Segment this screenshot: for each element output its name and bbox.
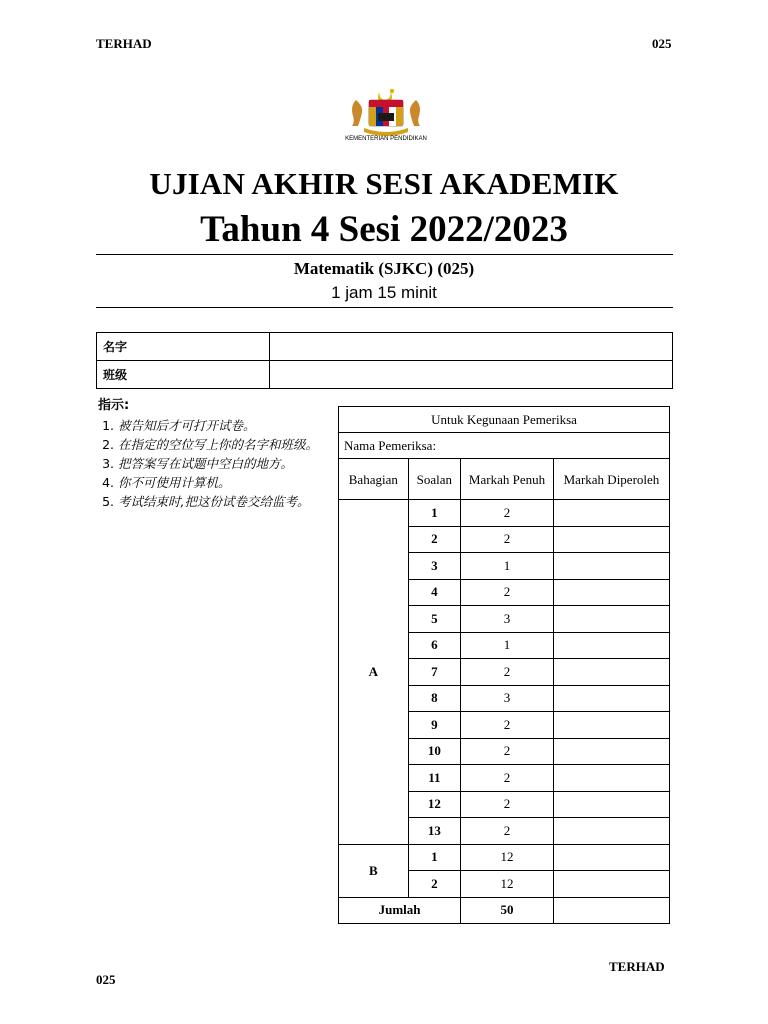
examiner-name-field[interactable]: Nama Pemeriksa: — [339, 433, 670, 459]
question-number: 2 — [408, 526, 460, 553]
question-number: 4 — [408, 579, 460, 606]
footer-restricted: TERHAD — [609, 959, 665, 974]
total-full-marks: 50 — [461, 897, 554, 924]
marks-obtained-cell[interactable] — [553, 526, 669, 553]
question-number: 1 — [408, 844, 460, 871]
ministry-crest-logo — [340, 86, 432, 148]
question-number: 3 — [408, 553, 460, 580]
header-paper-code: 025 — [652, 36, 672, 51]
question-number: 7 — [408, 659, 460, 686]
crest-caption: KEMENTERIAN PENDIDIKAN — [345, 136, 427, 142]
full-marks: 1 — [461, 553, 554, 580]
instructions-list — [98, 418, 330, 510]
question-number: 9 — [408, 712, 460, 739]
full-marks: 2 — [461, 738, 554, 765]
subject-title: Matematik (SJKC) (025) — [293, 259, 475, 278]
section-b-rows — [339, 844, 670, 897]
question-number: 2 — [408, 871, 460, 898]
marks-obtained-cell[interactable] — [553, 553, 669, 580]
class-label: 班级 — [97, 361, 270, 389]
marks-obtained-cell[interactable] — [553, 685, 669, 712]
col-header-question: Soalan — [408, 459, 460, 500]
full-marks: 2 — [461, 765, 554, 792]
name-field[interactable] — [270, 333, 673, 361]
total-row — [339, 897, 670, 924]
table-row — [339, 844, 670, 871]
total-label: Jumlah — [339, 897, 461, 924]
question-number: 6 — [408, 632, 460, 659]
question-number: 5 — [408, 606, 460, 633]
col-header-marks-obtained: Markah Diperoleh — [553, 459, 669, 500]
table-row — [339, 500, 670, 527]
marks-obtained-cell[interactable] — [553, 712, 669, 739]
full-marks: 12 — [461, 844, 554, 871]
full-marks: 1 — [461, 632, 554, 659]
footer-paper-code: 025 — [96, 972, 116, 987]
col-header-full-marks: Markah Penuh — [461, 459, 554, 500]
full-marks: 2 — [461, 579, 554, 606]
col-header-section: Bahagian — [339, 459, 409, 500]
full-marks: 2 — [461, 818, 554, 845]
examiner-score-table — [338, 406, 670, 924]
marks-obtained-cell[interactable] — [553, 632, 669, 659]
full-marks: 2 — [461, 712, 554, 739]
question-number: 13 — [408, 818, 460, 845]
divider-top — [96, 254, 673, 255]
instruction-item: 5. 考试结束时,把这份试卷交给监考。 — [118, 494, 330, 510]
full-marks: 3 — [461, 685, 554, 712]
section-a-rows — [339, 500, 670, 845]
instruction-item: 3. 把答案写在试题中空白的地方。 — [118, 456, 330, 472]
question-number: 8 — [408, 685, 460, 712]
full-marks: 2 — [461, 526, 554, 553]
section-label: B — [339, 844, 409, 897]
full-marks: 2 — [461, 659, 554, 686]
marks-obtained-cell[interactable] — [553, 579, 669, 606]
header-restricted: TERHAD — [96, 36, 152, 51]
column-headers — [339, 459, 670, 500]
full-marks: 2 — [461, 500, 554, 527]
total-marks-obtained[interactable] — [553, 897, 669, 924]
score-table-title: Untuk Kegunaan Pemeriksa — [339, 407, 670, 433]
instruction-item: 4. 你不可使用计算机。 — [118, 475, 330, 491]
class-field[interactable] — [270, 361, 673, 389]
name-row — [97, 333, 673, 361]
exam-session: Tahun 4 Sesi 2022/2023 — [200, 209, 568, 250]
full-marks: 3 — [461, 606, 554, 633]
section-label: A — [339, 500, 409, 845]
marks-obtained-cell[interactable] — [553, 791, 669, 818]
instructions-title: 指示: — [98, 398, 130, 413]
marks-obtained-cell[interactable] — [553, 738, 669, 765]
marks-obtained-cell[interactable] — [553, 844, 669, 871]
divider-bottom — [96, 307, 673, 308]
instruction-item: 2. 在指定的空位写上你的名字和班级。 — [118, 437, 330, 453]
question-number: 11 — [408, 765, 460, 792]
name-label: 名字 — [97, 333, 270, 361]
class-row — [97, 361, 673, 389]
marks-obtained-cell[interactable] — [553, 765, 669, 792]
marks-obtained-cell[interactable] — [553, 606, 669, 633]
exam-title: UJIAN AKHIR SESI AKADEMIK — [149, 166, 619, 201]
student-info-table — [96, 332, 673, 389]
instruction-item: 1. 被告知后才可打开试卷。 — [118, 418, 330, 434]
marks-obtained-cell[interactable] — [553, 818, 669, 845]
full-marks: 12 — [461, 871, 554, 898]
marks-obtained-cell[interactable] — [553, 500, 669, 527]
question-number: 10 — [408, 738, 460, 765]
full-marks: 2 — [461, 791, 554, 818]
exam-duration: 1 jam 15 minit — [331, 283, 437, 302]
question-number: 1 — [408, 500, 460, 527]
marks-obtained-cell[interactable] — [553, 871, 669, 898]
instructions — [98, 398, 330, 513]
marks-obtained-cell[interactable] — [553, 659, 669, 686]
question-number: 12 — [408, 791, 460, 818]
